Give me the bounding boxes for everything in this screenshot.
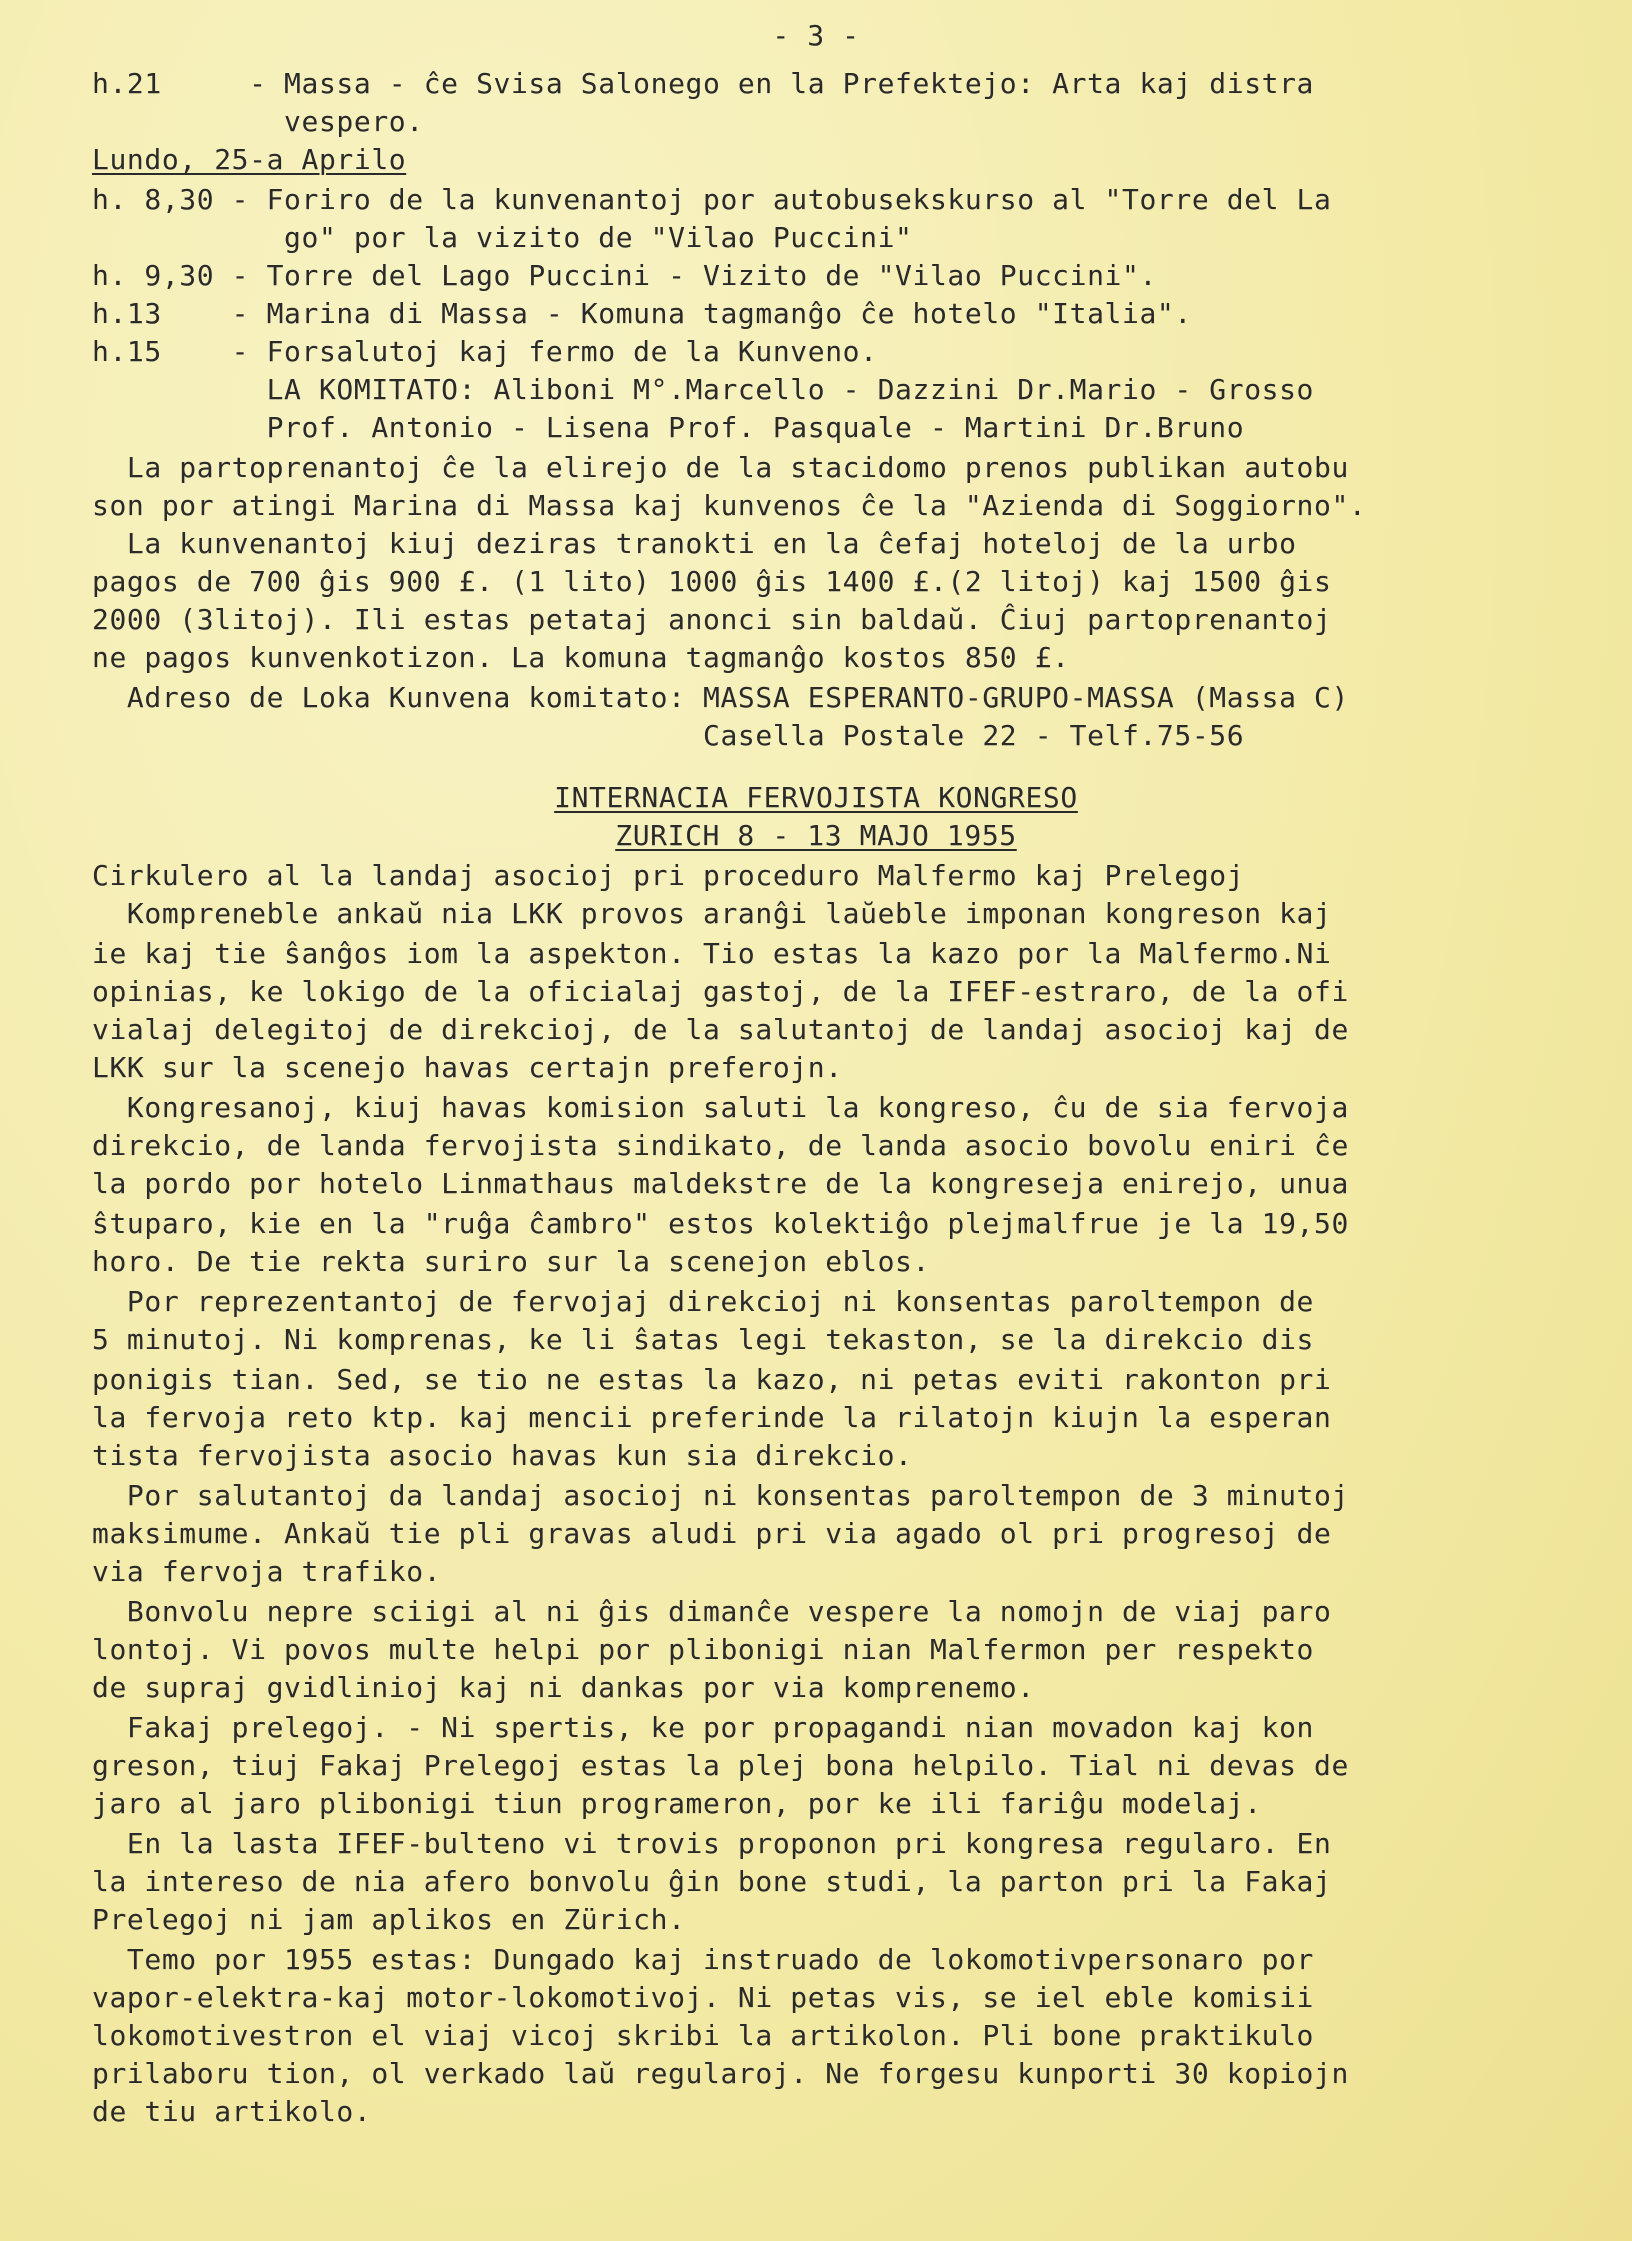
text-line: tista fervojista asocio havas kun sia direkcio. — [92, 1439, 913, 1472]
text-line: Lundo, 25-a Aprilo — [92, 143, 407, 176]
text-line: Por reprezentantoj de fervojaj direkcioj ni konsentas paroltempon de — [92, 1285, 1315, 1318]
text-line: Fakaj prelegoj. - Ni spertis, ke por propagandi nian movadon kaj kon — [92, 1711, 1315, 1744]
text-line: ne pagos kunvenkotizon. La komuna tagmanĝo kostos 850 £. — [92, 641, 1070, 674]
text-line: vespero. — [92, 105, 424, 138]
page-number: - 3 - — [772, 19, 860, 52]
text-line: vialaj delegitoj de direkcioj, de la salutantoj de landaj asocioj kaj de — [92, 1013, 1349, 1046]
text-line: h.15 - Forsalutoj kaj fermo de la Kunveno. — [92, 335, 878, 368]
text-line: maksimume. Ankaŭ tie pli gravas aludi pri via agado ol pri progresoj de — [92, 1517, 1332, 1550]
text-line: Prof. Antonio - Lisena Prof. Pasquale - Martini Dr.Bruno — [92, 411, 1245, 444]
text-line: lontoj. Vi povos multe helpi por plibonigi nian Malfermon per respekto — [92, 1633, 1315, 1666]
text-line: Prelegoj ni jam aplikos en Zürich. — [92, 1903, 686, 1936]
text-line: prilaboru tion, ol verkado laŭ regularoj. Ne forgesu kunporti 30 kopiojn — [92, 2057, 1349, 2090]
text-line: pagos de 700 ĝis 900 £. (1 lito) 1000 ĝis 1400 £.(2 litoj) kaj 1500 ĝis — [92, 565, 1332, 598]
text-line: h. 8,30 - Foriro de la kunvenantoj por autobusekskurso al "Torre del La — [92, 183, 1332, 216]
text-line: INTERNACIA FERVOJISTA KONGRESO — [554, 781, 1078, 814]
text-line: jaro al jaro plibonigi tiun programeron, por ke ili fariĝu modelaj. — [92, 1787, 1262, 1820]
text-line: Cirkulero al la landaj asocioj pri proceduro Malfermo kaj Prelegoj — [92, 859, 1245, 892]
text-line: horo. De tie rekta suriro sur la scenejon eblos. — [92, 1245, 930, 1278]
text-line: 2000 (3litoj). Ili estas petataj anonci sin baldaŭ. Ĉiuj partoprenantoj — [92, 603, 1332, 636]
text-line: son por atingi Marina di Massa kaj kunvenos ĉe la "Azienda di Soggiorno". — [92, 489, 1367, 522]
text-line: Adreso de Loka Kunvena komitato: MASSA ESPERANTO-GRUPO-MASSA (Massa C) — [92, 681, 1349, 714]
text-line: la pordo por hotelo Linmathaus maldekstre de la kongreseja enirejo, unua — [92, 1167, 1349, 1200]
text-line: la fervoja reto ktp. kaj mencii preferinde la rilatojn kiujn la esperan — [92, 1401, 1332, 1434]
text-line: h. 9,30 - Torre del Lago Puccini - Vizito de "Vilao Puccini". — [92, 259, 1157, 292]
text-line: la intereso de nia afero bonvolu ĝin bone studi, la parton pri la Fakaj — [92, 1865, 1332, 1898]
text-line: En la lasta IFEF-bulteno vi trovis proponon pri kongresa regularo. En — [92, 1827, 1332, 1860]
text-line: La kunvenantoj kiuj deziras tranokti en la ĉefaj hoteloj de la urbo — [92, 527, 1297, 560]
text-line: Por salutantoj da landaj asocioj ni konsentas paroltempon de 3 minutoj — [92, 1479, 1349, 1512]
text-line: direkcio, de landa fervojista sindikato, de landa asocio bovolu eniri ĉe — [92, 1129, 1349, 1162]
text-line: Casella Postale 22 - Telf.75-56 — [92, 719, 1245, 752]
text-line: Kompreneble ankaŭ nia LKK provos aranĝi laŭeble imponan kongreson kaj — [92, 897, 1332, 930]
text-line: Temo por 1955 estas: Dungado kaj instruado de lokomotivpersonaro por — [92, 1943, 1315, 1976]
text-line: h.21 - Massa - ĉe Svisa Salonego en la Prefektejo: Arta kaj distra — [92, 67, 1315, 100]
text-line: de supraj gvidlinioj kaj ni dankas por via komprenemo. — [92, 1671, 1035, 1704]
text-line: ŝtuparo, kie en la "ruĝa ĉambro" estos kolektiĝo plejmalfrue je la 19,50 — [92, 1207, 1349, 1240]
text-line: ponigis tian. Sed, se tio ne estas la kazo, ni petas eviti rakonton pri — [92, 1363, 1332, 1396]
text-line: opinias, ke lokigo de la oficialaj gastoj, de la IFEF-estraro, de la ofi — [92, 975, 1349, 1008]
text-line: via fervoja trafiko. — [92, 1555, 442, 1588]
text-line: Kongresanoj, kiuj havas komision saluti la kongreso, ĉu de sia fervoja — [92, 1091, 1349, 1124]
text-line: Bonvolu nepre sciigi al ni ĝis dimanĉe vespere la nomojn de viaj paro — [92, 1595, 1332, 1628]
text-line: h.13 - Marina di Massa - Komuna tagmanĝo ĉe hotelo "Italia". — [92, 297, 1192, 330]
text-line: ie kaj tie ŝanĝos iom la aspekton. Tio estas la kazo por la Malfermo.Ni — [92, 937, 1332, 970]
text-line: LA KOMITATO: Aliboni M°.Marcello - Dazzini Dr.Mario - Grosso — [92, 373, 1315, 406]
text-line: ZURICH 8 - 13 MAJO 1955 — [615, 819, 1017, 852]
text-line: go" por la vizito de "Vilao Puccini" — [92, 221, 913, 254]
text-line: greson, tiuj Fakaj Prelegoj estas la plej bona helpilo. Tial ni devas de — [92, 1749, 1349, 1782]
text-line: La partoprenantoj ĉe la elirejo de la stacidomo prenos publikan autobu — [92, 451, 1349, 484]
text-line: lokomotivestron el viaj vicoj skribi la artikolon. Pli bone praktikulo — [92, 2019, 1315, 2052]
text-line: vapor-elektra-kaj motor-lokomotivoj. Ni petas vis, se iel eble komisii — [92, 1981, 1315, 2014]
text-line: de tiu artikolo. — [92, 2095, 372, 2128]
text-line: 5 minutoj. Ni komprenas, ke li ŝatas legi tekaston, se la direkcio dis — [92, 1323, 1315, 1356]
text-line: LKK sur la scenejo havas certajn preferojn. — [92, 1051, 843, 1084]
